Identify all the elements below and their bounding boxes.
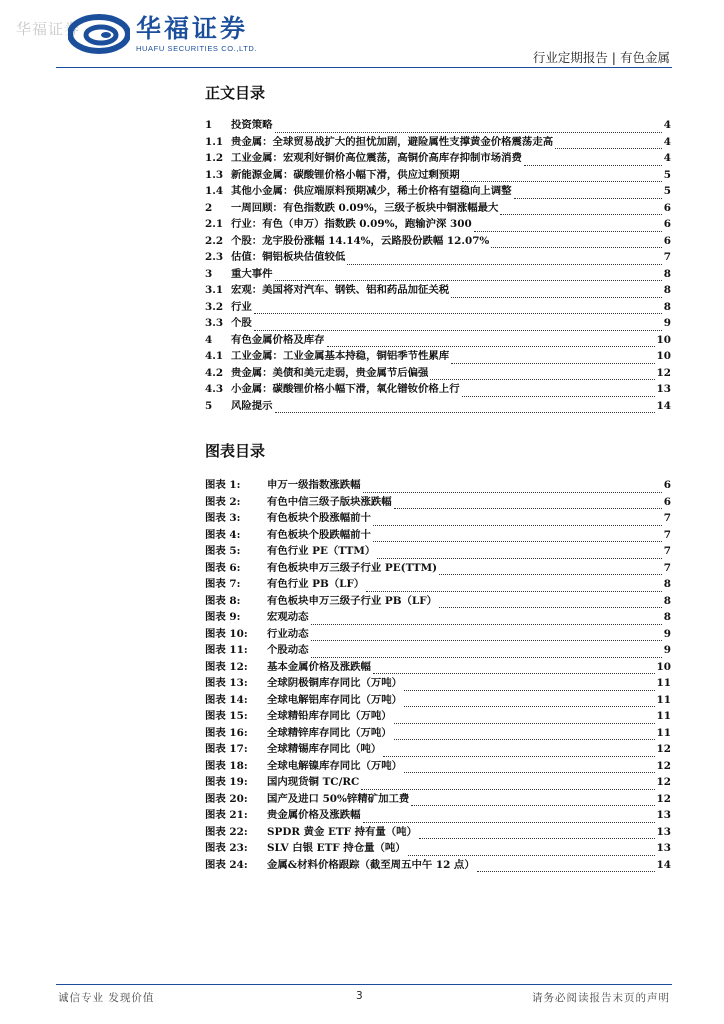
figure-entry-number: 图表 6: [205,561,241,574]
toc-entry-page: 6 [663,218,671,230]
figure-entry-number: 图表 13: [205,677,248,689]
leader-dots [404,696,654,707]
figure-entry-label [205,527,371,544]
figure-entry-label [205,692,402,709]
leader-dots [254,320,662,331]
toc-entry[interactable] [205,299,671,316]
figure-entry-label [205,626,309,643]
toc-entry-text: 风险提示 [231,399,273,412]
figure-entry-number: 图表 3: [205,512,241,524]
toc-entry-number: 1.1 [205,135,224,148]
figure-entry-number: 图表 22: [205,825,248,838]
toc-entry-page: 8 [663,284,671,296]
leader-dots [373,515,662,526]
figure-entry-text: 全球电解铝库存同比（万吨） [267,693,403,706]
leader-dots [347,254,661,265]
leader-dots [254,303,662,314]
leader-dots [474,221,662,232]
toc-entry-label [205,299,252,316]
toc-entry-text: 工业金属：工业金属基本持稳，铜铝季节性累库 [231,350,450,362]
figure-entry-page: 13 [656,809,671,821]
figure-entry-text: 全球精锌库存同比（万吨） [267,726,392,739]
leader-dots [311,614,662,625]
figure-entry-number: 图表 4: [205,528,241,541]
figure-entry[interactable] [205,609,671,626]
leader-dots [404,762,654,773]
figure-entry-page: 9 [663,644,671,656]
figure-entry-page: 7 [663,545,671,557]
leader-dots [311,630,662,641]
toc-entry-page: 7 [663,251,671,263]
toc-entry[interactable] [205,200,671,217]
toc-entry-page: 4 [663,135,671,148]
figure-entry-number: 图表 2: [205,495,241,508]
toc-entry-label [205,266,273,283]
report-category: 行业定期报告 | 有色金属 [532,50,670,65]
figure-toc-title: 图表目录 [205,442,266,460]
company-logo [68,14,257,54]
figure-entry-text: 有色行业 PB（LF） [267,578,365,590]
figure-entry[interactable] [205,840,671,857]
figure-entry-page: 9 [663,627,671,640]
toc-entry-number: 1.2 [205,152,224,164]
figure-entry-text: 全球电解镍库存同比（万吨） [267,759,403,772]
toc-entry-text: 行业 [231,300,252,313]
figure-entry-page: 7 [663,512,671,524]
toc-entry[interactable] [205,332,671,349]
leader-dots [430,369,654,380]
leader-dots [275,122,662,133]
leader-dots [451,287,662,298]
toc-entry-text: 一周回顾：有色指数跌 0.09%，三级子板块中铜涨幅最大 [231,201,499,214]
toc-entry-number: 2.3 [205,251,224,263]
toc-entry-page: 10 [656,333,671,346]
toc-entry-page: 8 [663,267,671,280]
figure-entry-label [205,758,402,775]
toc-entry-text: 其他小金属：供应端原料预期减少，稀土价格有望稳向上调整 [231,185,512,197]
figure-entry[interactable] [205,791,671,808]
figure-entry-number: 图表 12: [205,660,248,673]
logo-chinese-name: 华福证券 [136,14,249,43]
figure-entry-number: 图表 8: [205,594,241,607]
leader-dots [419,828,655,839]
toc-entry-label [205,117,273,134]
toc-entry-number: 5 [205,399,213,412]
figure-entry-label [205,857,475,874]
figure-toc-list [205,477,671,873]
figure-entry-text: 申万一级指数涨跌幅 [267,479,361,491]
leader-dots [275,270,662,281]
figure-entry-number: 图表 10: [205,627,248,640]
leader-dots [311,647,662,658]
figure-entry-page: 13 [656,825,671,838]
figure-entry[interactable] [205,560,671,577]
figure-entry-page: 12 [656,743,671,755]
figure-entry-page: 6 [663,495,671,508]
footer-disclaimer: 请务必阅读报告末页的声明 [532,992,670,1004]
toc-entry-number: 4.2 [205,366,224,379]
figure-entry-label [205,741,381,758]
leader-dots [373,531,662,542]
toc-entry-label [205,398,273,415]
figure-entry[interactable] [205,675,671,692]
figure-entry-number: 图表 5: [205,545,241,557]
toc-entry-text: 有色金属价格及库存 [231,333,325,346]
toc-entry-page: 6 [663,234,671,247]
figure-entry-text: 有色板块个股涨幅前十 [267,512,371,524]
toc-entry-number: 4.3 [205,383,224,395]
toc-entry[interactable] [205,134,671,151]
figure-entry-label [205,609,309,626]
figure-entry-text: 全球精锡库存同比（吨） [267,743,382,755]
figure-entry-page: 8 [663,578,671,590]
toc-entry-label [205,282,449,299]
leader-dots [394,729,655,740]
figure-entry[interactable] [205,494,671,511]
figure-entry-text: 贵金属价格及涨跌幅 [267,809,361,821]
figure-entry[interactable] [205,659,671,676]
figure-entry[interactable] [205,626,671,643]
toc-entry-number: 4.1 [205,350,224,362]
figure-entry-page: 13 [656,842,671,854]
figure-entry-number: 图表 9: [205,611,241,623]
figure-entry-number: 图表 1: [205,479,241,491]
figure-entry-number: 图表 24: [205,858,248,871]
toc-entry-label [205,233,489,250]
figure-entry-text: 有色板块个股跌幅前十 [267,528,371,541]
figure-entry-page: 6 [663,479,671,491]
figure-entry-page: 14 [656,858,671,871]
toc-entry-number: 2.1 [205,218,224,230]
toc-entry[interactable] [205,266,671,283]
figure-entry-page: 10 [656,660,671,673]
figure-entry[interactable] [205,576,671,593]
toc-entry-text: 投资策略 [231,119,273,131]
figure-entry-page: 7 [663,528,671,541]
logo-swirl-icon [68,14,130,54]
leader-dots [373,663,655,674]
toc-entry[interactable] [205,365,671,382]
toc-entry-text: 贵金属：全球贸易战扩大的担忧加剧，避险属性支撑黄金价格震荡走高 [231,135,554,148]
toc-entry[interactable] [205,150,671,167]
figure-entry-label [205,675,402,692]
leader-dots [361,779,654,790]
figure-entry-page: 11 [656,693,671,706]
toc-entry-label [205,315,252,332]
leader-dots [327,336,655,347]
toc-entry-page: 5 [663,185,671,197]
leader-dots [383,746,654,757]
leader-dots [366,581,662,592]
toc-entry-number: 2.2 [205,234,224,247]
toc-entry-label [205,183,512,200]
toc-entry[interactable] [205,315,671,332]
logo-english-name: HUAFU SECURITIES CO.,LTD. [136,44,258,53]
figure-entry-label [205,840,406,857]
toc-entry-number: 3.2 [205,300,224,313]
toc-entry-label [205,381,460,398]
toc-entry-number: 4 [205,333,213,346]
figure-entry-number: 图表 11: [205,644,248,656]
figure-entry-text: 有色行业 PE（TTM） [267,545,376,557]
figure-entry-label [205,477,361,494]
leader-dots [555,138,662,149]
figure-entry[interactable] [205,510,671,527]
leader-dots [462,171,662,182]
leader-dots [408,845,655,856]
toc-entry-label [205,348,449,365]
leader-dots [363,482,662,493]
leader-dots [500,204,661,215]
toc-entry[interactable] [205,249,671,266]
figure-entry-page: 7 [663,561,671,574]
toc-entry-text: 重大事件 [231,267,273,280]
toc-entry-text: 个股：龙宇股份涨幅 14.14%，云路股份跌幅 12.07% [231,234,490,247]
toc-entry-text: 行业：有色（申万）指数跌 0.09%，跑输沪深 300 [231,218,472,230]
toc-title: 正文目录 [205,84,266,102]
figure-entry-label [205,593,437,610]
toc-entry-page: 8 [663,300,671,313]
figure-entry[interactable] [205,725,671,742]
toc-entry-number: 1 [205,119,213,131]
figure-entry[interactable] [205,593,671,610]
leader-dots [439,564,662,575]
figure-entry-text: 个股动态 [267,644,309,656]
figure-entry-label [205,774,359,791]
figure-entry-label [205,791,409,808]
header-divider [56,67,672,68]
figure-entry-number: 图表 23: [205,842,248,854]
figure-entry[interactable] [205,642,671,659]
figure-entry-page: 11 [656,710,671,722]
figure-entry-number: 图表 18: [205,759,248,772]
figure-entry-text: 行业动态 [267,627,309,640]
toc-entry-text: 宏观：美国将对汽车、钢铁、铝和药品加征关税 [231,284,450,296]
figure-entry-text: SLV 白银 ETF 持仓量（吨） [267,842,406,854]
leader-dots [451,353,654,364]
figure-entry-page: 12 [656,792,671,805]
toc-entry[interactable] [205,381,671,398]
figure-entry[interactable] [205,807,671,824]
toc-entry-label [205,365,428,382]
toc-entry-number: 3.1 [205,284,224,296]
toc-entry-number: 2 [205,201,213,214]
figure-entry[interactable] [205,741,671,758]
leader-dots [394,498,662,509]
toc-entry-page: 12 [656,366,671,379]
figure-entry[interactable] [205,758,671,775]
figure-entry-label [205,560,437,577]
toc-list [205,117,671,414]
leader-dots [394,713,655,724]
figure-entry-label [205,824,417,841]
figure-entry-label [205,642,309,659]
figure-entry-text: 基本金属价格及涨跌幅 [267,660,371,673]
figure-entry-number: 图表 16: [205,726,248,739]
toc-entry-page: 13 [656,383,671,395]
figure-entry-page: 11 [656,677,671,689]
toc-entry-page: 9 [663,317,671,329]
figure-entry[interactable] [205,477,671,494]
figure-entry-page: 8 [663,594,671,607]
toc-entry-page: 4 [663,152,671,164]
figure-entry-text: 宏观动态 [267,611,309,623]
toc-entry-number: 1.3 [205,168,224,181]
leader-dots [491,237,661,248]
figure-entry[interactable] [205,824,671,841]
toc-entry-text: 新能源金属：碳酸锂价格小幅下滑，供应过剩预期 [231,168,460,181]
figure-entry-text: 国内现货铜 TC/RC [267,776,360,788]
figure-entry-text: 有色板块申万三级子行业 PE(TTM) [267,561,438,574]
toc-entry[interactable] [205,216,671,233]
figure-entry-number: 图表 19: [205,776,248,788]
figure-entry-number: 图表 21: [205,809,248,821]
figure-entry-number: 图表 15: [205,710,248,722]
leader-dots [411,795,654,806]
toc-entry-label [205,134,553,151]
figure-entry-number: 图表 20: [205,792,248,805]
toc-entry-text: 估值：铜铝板块估值较低 [231,251,346,263]
toc-entry-number: 3 [205,267,213,280]
toc-entry-text: 小金属：碳酸锂价格小幅下滑，氧化镨钕价格上行 [231,383,460,395]
figure-entry-label [205,494,392,511]
figure-entry-label [205,576,364,593]
figure-entry-label [205,708,392,725]
figure-entry-page: 8 [663,611,671,623]
toc-entry-label [205,332,325,349]
toc-entry-label [205,150,522,167]
figure-entry-text: 全球精铅库存同比（万吨） [267,710,392,722]
toc-entry-label [205,249,345,266]
figure-entry[interactable] [205,543,671,560]
figure-entry-number: 图表 7: [205,578,241,590]
toc-entry[interactable] [205,282,671,299]
toc-entry-number: 1.4 [205,185,224,197]
figure-entry[interactable] [205,774,671,791]
leader-dots [462,386,655,397]
footer-divider [56,984,672,985]
figure-entry-page: 12 [656,776,671,788]
leader-dots [477,861,655,872]
toc-entry-page: 14 [656,399,671,412]
toc-entry-label [205,200,498,217]
figure-entry-text: 有色中信三级子版块涨跌幅 [267,495,392,508]
leader-dots [439,597,662,608]
toc-entry[interactable] [205,167,671,184]
figure-entry-text: SPDR 黄金 ETF 持有量（吨） [267,825,417,838]
figure-entry-label [205,725,392,742]
toc-entry-page: 10 [656,350,671,362]
toc-entry[interactable] [205,183,671,200]
toc-entry-text: 个股 [231,317,252,329]
toc-entry[interactable] [205,398,671,415]
figure-entry-number: 图表 14: [205,693,248,706]
figure-entry-label [205,510,371,527]
leader-dots [404,680,654,691]
figure-entry-label [205,543,375,560]
figure-entry-label [205,807,361,824]
figure-entry-text: 全球阴极铜库存同比（万吨） [267,677,403,689]
toc-entry[interactable] [205,348,671,365]
figure-entry-text: 国产及进口 50%锌精矿加工费 [267,792,410,805]
figure-entry-page: 11 [656,726,671,739]
toc-entry[interactable] [205,117,671,134]
figure-entry-number: 图表 17: [205,743,248,755]
page-number: 3 [356,990,363,1002]
toc-entry-text: 工业金属：宏观利好铜价高位震荡，高铜价高库存抑制市场消费 [231,152,522,164]
watermark-text: 华福证券 [16,20,81,38]
toc-entry-page: 5 [663,168,671,181]
leader-dots [363,812,655,823]
toc-entry-label [205,167,460,184]
toc-entry-text: 贵金属：美债和美元走弱，贵金属节后偏强 [231,366,429,379]
figure-entry[interactable] [205,527,671,544]
leader-dots [275,402,655,413]
figure-entry-text: 金属&材料价格跟踪（截至周五中午 12 点） [267,858,475,871]
toc-entry-page: 6 [663,201,671,214]
toc-entry-label [205,216,472,233]
figure-entry[interactable] [205,708,671,725]
toc-entry[interactable] [205,233,671,250]
figure-entry[interactable] [205,692,671,709]
toc-entry-number: 3.3 [205,317,224,329]
leader-dots [377,548,661,559]
footer-slogan: 诚信专业 发现价值 [58,992,155,1004]
leader-dots [514,188,662,199]
figure-entry[interactable] [205,857,671,874]
figure-entry-label [205,659,371,676]
figure-entry-page: 12 [656,759,671,772]
toc-entry-page: 4 [663,119,671,131]
figure-entry-text: 有色板块申万三级子行业 PB（LF） [267,594,437,607]
leader-dots [524,155,662,166]
